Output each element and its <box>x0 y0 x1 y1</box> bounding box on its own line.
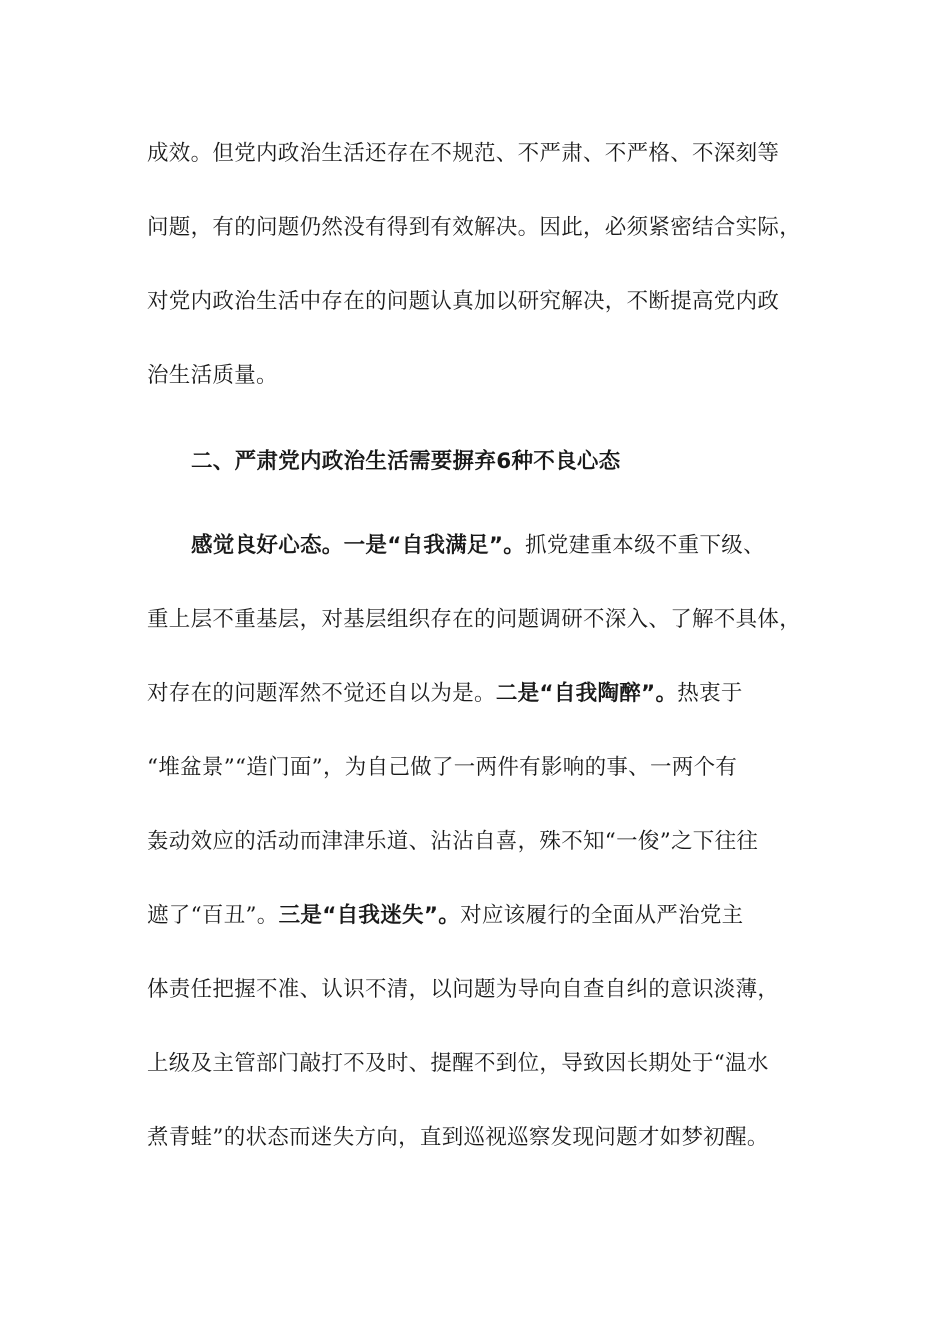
bold-phrase: 三是“自我迷失”。 <box>278 903 461 928</box>
paragraph-line: “堆盆景”“造门面”，为自己做了一两件有影响的事、一两个有 <box>147 755 738 780</box>
paragraph-line: 煮青蛙”的状态而迷失方向，直到巡视巡察发现问题才如梦初醒。 <box>147 1125 769 1150</box>
bold-phrase: 二是“自我陶醉”。 <box>495 681 678 706</box>
paragraph-line: 重上层不重基层，对基层组织存在的问题调研不深入、了解不具体， <box>147 607 802 632</box>
text-run: 对应该履行的全面从严治党主 <box>460 903 744 928</box>
paragraph-line: 成效。但党内政治生活还存在不规范、不严肃、不严格、不深刻等 <box>147 141 780 166</box>
bold-phrase: 感觉良好心态。一是“自我满足”。 <box>191 533 526 558</box>
paragraph-line <box>191 530 851 562</box>
paragraph-line: 问题，有的问题仍然没有得到有效解决。因此，必须紧密结合实际， <box>147 215 802 240</box>
paragraph-line <box>147 900 807 932</box>
section-heading: 二、严肃党内政治生活需要摒弃6种不良心态 <box>191 449 621 474</box>
text-run: 遮了“百丑”。 <box>147 903 279 928</box>
text-run: 对存在的问题浑然不觉还自以为是。 <box>147 681 496 706</box>
paragraph-line: 对党内政治生活中存在的问题认真加以研究解决，不断提高党内政 <box>147 289 780 314</box>
paragraph-line: 体责任把握不准、认识不清，以问题为导向自查自纠的意识淡薄， <box>147 977 780 1002</box>
paragraph-line: 治生活质量。 <box>147 363 278 388</box>
paragraph-line: 上级及主管部门敲打不及时、提醒不到位，导致因长期处于“温水 <box>147 1051 769 1076</box>
text-run: 热衷于 <box>677 681 743 706</box>
paragraph-line <box>147 678 807 710</box>
paragraph-line: 轰动效应的活动而津津乐道、沾沾自喜，殊不知“一俊”之下往往 <box>147 829 759 854</box>
text-run: 抓党建重本级不重下级、 <box>525 533 765 558</box>
